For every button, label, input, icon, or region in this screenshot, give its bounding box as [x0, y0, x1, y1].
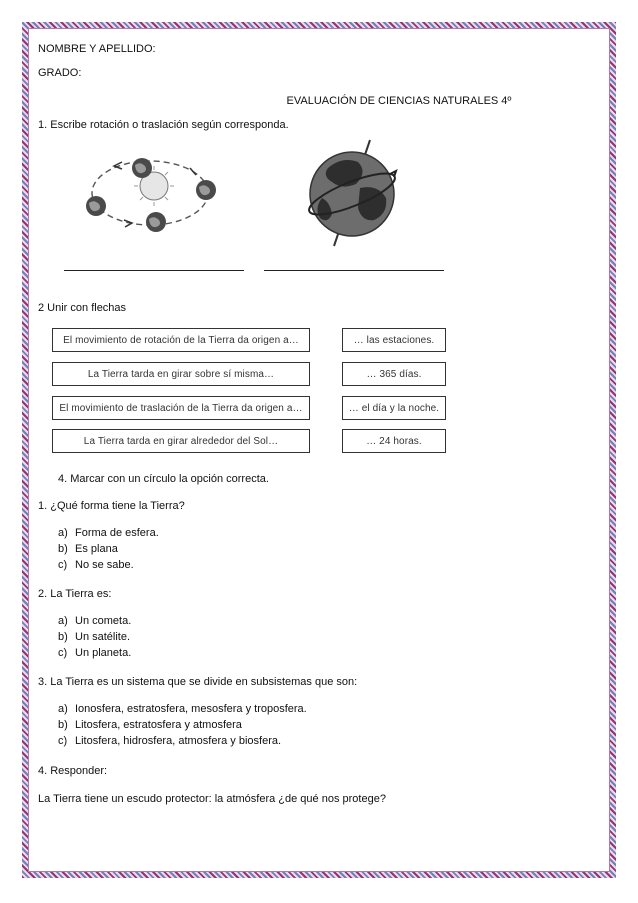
option-text: Un cometa. [75, 615, 132, 627]
option-letter: b) [58, 543, 68, 555]
mc-question-1: 1. ¿Qué forma tiene la Tierra? [38, 500, 185, 512]
option-text: Ionosfera, estratosfera, mesosfera y troposfera. [75, 703, 307, 715]
mc-option[interactable] [58, 527, 159, 540]
respond-prompt: 4. Responder: [38, 765, 108, 777]
mc-question-2: 2. La Tierra es: [38, 588, 112, 600]
grade-label: GRADO: [38, 67, 82, 79]
mc-option[interactable] [58, 719, 242, 732]
match-left-3[interactable]: El movimiento de traslación de la Tierra da origen a… [52, 396, 310, 420]
earth-orbit-diagram [82, 148, 218, 238]
match-left-4[interactable]: La Tierra tarda en girar alrededor del Sol… [52, 429, 310, 453]
mc-question-3: 3. La Tierra es un sistema que se divide en subsistemas que son: [38, 676, 358, 688]
q2-prompt: 2 Unir con flechas [38, 302, 127, 314]
match-right-1[interactable]: … las estaciones. [342, 328, 446, 352]
match-right-2[interactable]: … 365 días. [342, 362, 446, 386]
option-text: Litosfera, estratosfera y atmosfera [75, 719, 242, 731]
option-letter: b) [58, 719, 68, 731]
q1-prompt: 1. Escribe rotación o traslación según corresponda. [38, 119, 289, 131]
name-label: NOMBRE Y APELLIDO: [38, 43, 156, 55]
option-letter: c) [58, 735, 68, 747]
option-text: Un satélite. [75, 631, 131, 643]
mc-option[interactable] [58, 559, 134, 572]
option-text: Es plana [75, 543, 118, 555]
option-text: Un planeta. [75, 647, 132, 659]
match-right-4[interactable]: … 24 horas. [342, 429, 446, 453]
mc-option[interactable] [58, 631, 130, 644]
respond-question: La Tierra tiene un escudo protector: la atmósfera ¿de qué nos protege? [38, 793, 386, 805]
match-right-3[interactable]: … el día y la noche. [342, 396, 446, 420]
page-title: EVALUACIÓN DE CIENCIAS NATURALES 4º [286, 95, 512, 107]
option-text: No se sabe. [75, 559, 134, 571]
answer-line-1[interactable] [64, 270, 244, 271]
mc-option[interactable] [58, 735, 281, 748]
match-left-2[interactable]: La Tierra tarda en girar sobre sí misma… [52, 362, 310, 386]
option-letter: c) [58, 647, 68, 659]
option-text: Litosfera, hidrosfera, atmosfera y biosfera. [75, 735, 282, 747]
section-4-header: 4. Marcar con un círculo la opción correcta. [58, 473, 269, 485]
option-letter: a) [58, 527, 68, 539]
option-letter: b) [58, 631, 68, 643]
option-letter: c) [58, 559, 68, 571]
mc-option[interactable] [58, 615, 131, 628]
answer-line-2[interactable] [264, 270, 444, 271]
option-text: Forma de esfera. [75, 527, 159, 539]
mc-option[interactable] [58, 543, 118, 556]
mc-option[interactable] [58, 647, 131, 660]
option-letter: a) [58, 703, 68, 715]
match-left-1[interactable]: El movimiento de rotación de la Tierra da origen a… [52, 328, 310, 352]
earth-rotation-globe [300, 138, 406, 248]
option-letter: a) [58, 615, 68, 627]
mc-option[interactable] [58, 703, 307, 716]
